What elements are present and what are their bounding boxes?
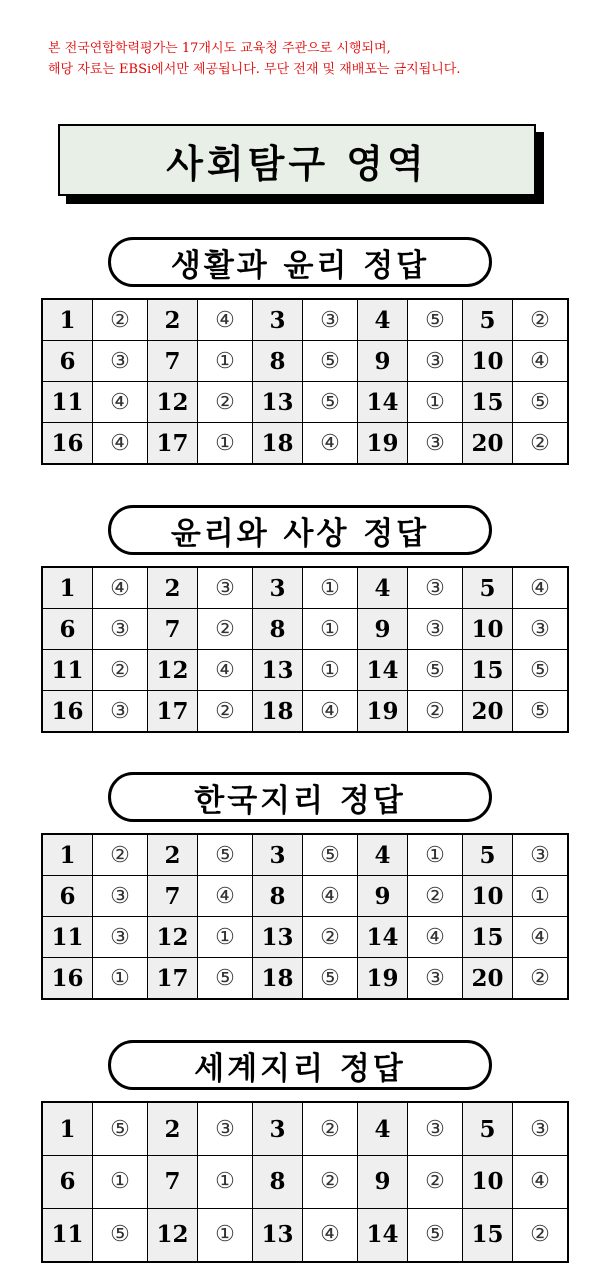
table-row [42, 299, 568, 341]
answer-choice: ④ [513, 341, 569, 382]
answer-choice: ⑤ [408, 1208, 463, 1262]
answer-choice: ⑤ [513, 382, 569, 423]
answer-choice: ① [303, 609, 358, 650]
answer-choice: ③ [93, 876, 148, 917]
question-number: 10 [463, 341, 513, 382]
question-number: 1 [42, 567, 93, 609]
question-number: 17 [148, 423, 198, 465]
question-number: 1 [42, 1102, 93, 1156]
answer-choice: ⑤ [303, 958, 358, 1000]
answer-choice: ③ [408, 1102, 463, 1156]
question-number: 19 [358, 423, 408, 465]
question-number: 2 [148, 299, 198, 341]
answer-choice: ⑤ [408, 650, 463, 691]
question-number: 20 [463, 691, 513, 733]
area-title: 사회탐구 영역 [166, 141, 428, 186]
answer-choice: ② [93, 299, 148, 341]
table-row [42, 834, 568, 876]
answer-choice: ④ [198, 876, 253, 917]
answer-choice: ③ [93, 691, 148, 733]
answer-choice: ③ [408, 341, 463, 382]
question-number: 20 [463, 958, 513, 1000]
answer-choice: ③ [408, 423, 463, 465]
table-row [42, 341, 568, 382]
answer-table-ethics-life [41, 298, 569, 465]
table-row [42, 423, 568, 465]
question-number: 3 [253, 299, 303, 341]
section-title-world-geography: 세계지리 정답 [108, 1040, 492, 1090]
question-number: 9 [358, 609, 408, 650]
answer-choice: ⑤ [198, 958, 253, 1000]
question-number: 11 [42, 1208, 93, 1262]
answer-choice: ④ [513, 567, 569, 609]
question-number: 12 [148, 382, 198, 423]
question-number: 7 [148, 876, 198, 917]
question-number: 11 [42, 917, 93, 958]
answer-table-world-geography [41, 1101, 569, 1263]
question-number: 11 [42, 650, 93, 691]
answer-choice: ③ [198, 567, 253, 609]
table-row [42, 382, 568, 423]
question-number: 16 [42, 423, 93, 465]
question-number: 2 [148, 834, 198, 876]
answer-choice: ② [303, 1156, 358, 1209]
question-number: 7 [148, 1156, 198, 1209]
answer-choice: ① [93, 1156, 148, 1209]
question-number: 6 [42, 1156, 93, 1209]
question-number: 12 [148, 917, 198, 958]
answer-choice: ④ [198, 650, 253, 691]
answer-choice: ⑤ [303, 341, 358, 382]
question-number: 12 [148, 1208, 198, 1262]
answer-choice: ④ [303, 423, 358, 465]
answer-table-ethics-thought [41, 566, 569, 733]
section-title-ethics-thought: 윤리와 사상 정답 [108, 505, 492, 555]
answer-choice: ② [198, 691, 253, 733]
answer-choice: ① [408, 382, 463, 423]
question-number: 17 [148, 958, 198, 1000]
answer-choice: ② [93, 650, 148, 691]
answer-choice: ⑤ [408, 299, 463, 341]
question-number: 6 [42, 609, 93, 650]
question-number: 18 [253, 958, 303, 1000]
question-number: 16 [42, 691, 93, 733]
notice-line-1: 본 전국연합학력평가는 17개시도 교육청 주관으로 시행되며, [48, 41, 391, 56]
answer-choice: ① [198, 423, 253, 465]
question-number: 9 [358, 341, 408, 382]
answer-choice: ④ [303, 1208, 358, 1262]
table-row [42, 567, 568, 609]
answer-choice: ④ [93, 567, 148, 609]
area-title-box [58, 124, 536, 196]
answer-choice: ② [513, 423, 569, 465]
answer-choice: ⑤ [513, 691, 569, 733]
question-number: 5 [463, 299, 513, 341]
answer-choice: ④ [93, 423, 148, 465]
question-number: 2 [148, 567, 198, 609]
question-number: 1 [42, 834, 93, 876]
question-number: 14 [358, 917, 408, 958]
answer-choice: ② [408, 691, 463, 733]
answer-choice: ④ [198, 299, 253, 341]
question-number: 15 [463, 650, 513, 691]
answer-choice: ① [303, 567, 358, 609]
question-number: 19 [358, 691, 408, 733]
question-number: 18 [253, 691, 303, 733]
answer-choice: ④ [303, 691, 358, 733]
question-number: 9 [358, 876, 408, 917]
question-number: 4 [358, 834, 408, 876]
answer-choice: ③ [93, 917, 148, 958]
question-number: 15 [463, 917, 513, 958]
answer-choice: ③ [408, 958, 463, 1000]
question-number: 4 [358, 567, 408, 609]
answer-choice: ⑤ [513, 650, 569, 691]
question-number: 5 [463, 1102, 513, 1156]
question-number: 14 [358, 1208, 408, 1262]
table-row [42, 1102, 568, 1156]
answer-choice: ① [408, 834, 463, 876]
question-number: 2 [148, 1102, 198, 1156]
answer-choice: ② [408, 876, 463, 917]
copyright-notice [48, 38, 588, 80]
answer-choice: ② [303, 1102, 358, 1156]
question-number: 8 [253, 341, 303, 382]
answer-choice: ① [93, 958, 148, 1000]
question-number: 10 [463, 1156, 513, 1209]
question-number: 5 [463, 834, 513, 876]
table-row [42, 691, 568, 733]
answer-choice: ① [198, 917, 253, 958]
question-number: 8 [253, 609, 303, 650]
answer-choice: ② [198, 609, 253, 650]
answer-choice: ③ [303, 299, 358, 341]
question-number: 4 [358, 299, 408, 341]
question-number: 14 [358, 650, 408, 691]
answer-choice: ② [198, 382, 253, 423]
answer-choice: ② [513, 299, 569, 341]
question-number: 4 [358, 1102, 408, 1156]
answer-choice: ② [303, 917, 358, 958]
answer-choice: ④ [408, 917, 463, 958]
answer-table-korean-geography [41, 833, 569, 1000]
question-number: 6 [42, 341, 93, 382]
answer-choice: ③ [513, 609, 569, 650]
question-number: 13 [253, 1208, 303, 1262]
answer-choice: ④ [93, 382, 148, 423]
question-number: 3 [253, 1102, 303, 1156]
answer-choice: ⑤ [303, 834, 358, 876]
question-number: 15 [463, 1208, 513, 1262]
table-row [42, 958, 568, 1000]
question-number: 6 [42, 876, 93, 917]
answer-choice: ③ [408, 567, 463, 609]
question-number: 3 [253, 834, 303, 876]
answer-choice: ③ [93, 609, 148, 650]
answer-choice: ④ [513, 917, 569, 958]
question-number: 17 [148, 691, 198, 733]
section-title-ethics-life: 생활과 윤리 정답 [108, 237, 492, 287]
answer-choice: ③ [198, 1102, 253, 1156]
question-number: 11 [42, 382, 93, 423]
answer-choice: ⑤ [198, 834, 253, 876]
question-number: 8 [253, 1156, 303, 1209]
table-row [42, 650, 568, 691]
question-number: 7 [148, 609, 198, 650]
answer-choice: ② [408, 1156, 463, 1209]
answer-choice: ③ [408, 609, 463, 650]
question-number: 3 [253, 567, 303, 609]
question-number: 13 [253, 917, 303, 958]
table-row [42, 876, 568, 917]
answer-choice: ① [513, 876, 569, 917]
question-number: 9 [358, 1156, 408, 1209]
answer-choice: ① [198, 341, 253, 382]
question-number: 10 [463, 876, 513, 917]
answer-choice: ④ [303, 876, 358, 917]
question-number: 5 [463, 567, 513, 609]
table-row [42, 1208, 568, 1262]
question-number: 18 [253, 423, 303, 465]
answer-choice: ① [303, 650, 358, 691]
answer-choice: ⑤ [93, 1208, 148, 1262]
question-number: 7 [148, 341, 198, 382]
question-number: 19 [358, 958, 408, 1000]
answer-choice: ② [513, 1208, 569, 1262]
question-number: 12 [148, 650, 198, 691]
answer-choice: ② [513, 958, 569, 1000]
answer-choice: ⑤ [303, 382, 358, 423]
question-number: 10 [463, 609, 513, 650]
section-title-korean-geography: 한국지리 정답 [108, 772, 492, 822]
answer-choice: ② [93, 834, 148, 876]
question-number: 15 [463, 382, 513, 423]
table-row [42, 609, 568, 650]
answer-choice: ① [198, 1208, 253, 1262]
answer-choice: ③ [513, 1102, 569, 1156]
question-number: 13 [253, 650, 303, 691]
notice-line-2: 해당 자료는 EBSi에서만 제공됩니다. 무단 전재 및 재배포는 금지됩니다. [48, 62, 461, 77]
answer-choice: ① [198, 1156, 253, 1209]
table-row [42, 1156, 568, 1209]
question-number: 20 [463, 423, 513, 465]
table-row [42, 917, 568, 958]
question-number: 16 [42, 958, 93, 1000]
question-number: 14 [358, 382, 408, 423]
answer-choice: ④ [513, 1156, 569, 1209]
answer-choice: ③ [93, 341, 148, 382]
question-number: 1 [42, 299, 93, 341]
answer-choice: ⑤ [93, 1102, 148, 1156]
question-number: 8 [253, 876, 303, 917]
answer-choice: ③ [513, 834, 569, 876]
question-number: 13 [253, 382, 303, 423]
